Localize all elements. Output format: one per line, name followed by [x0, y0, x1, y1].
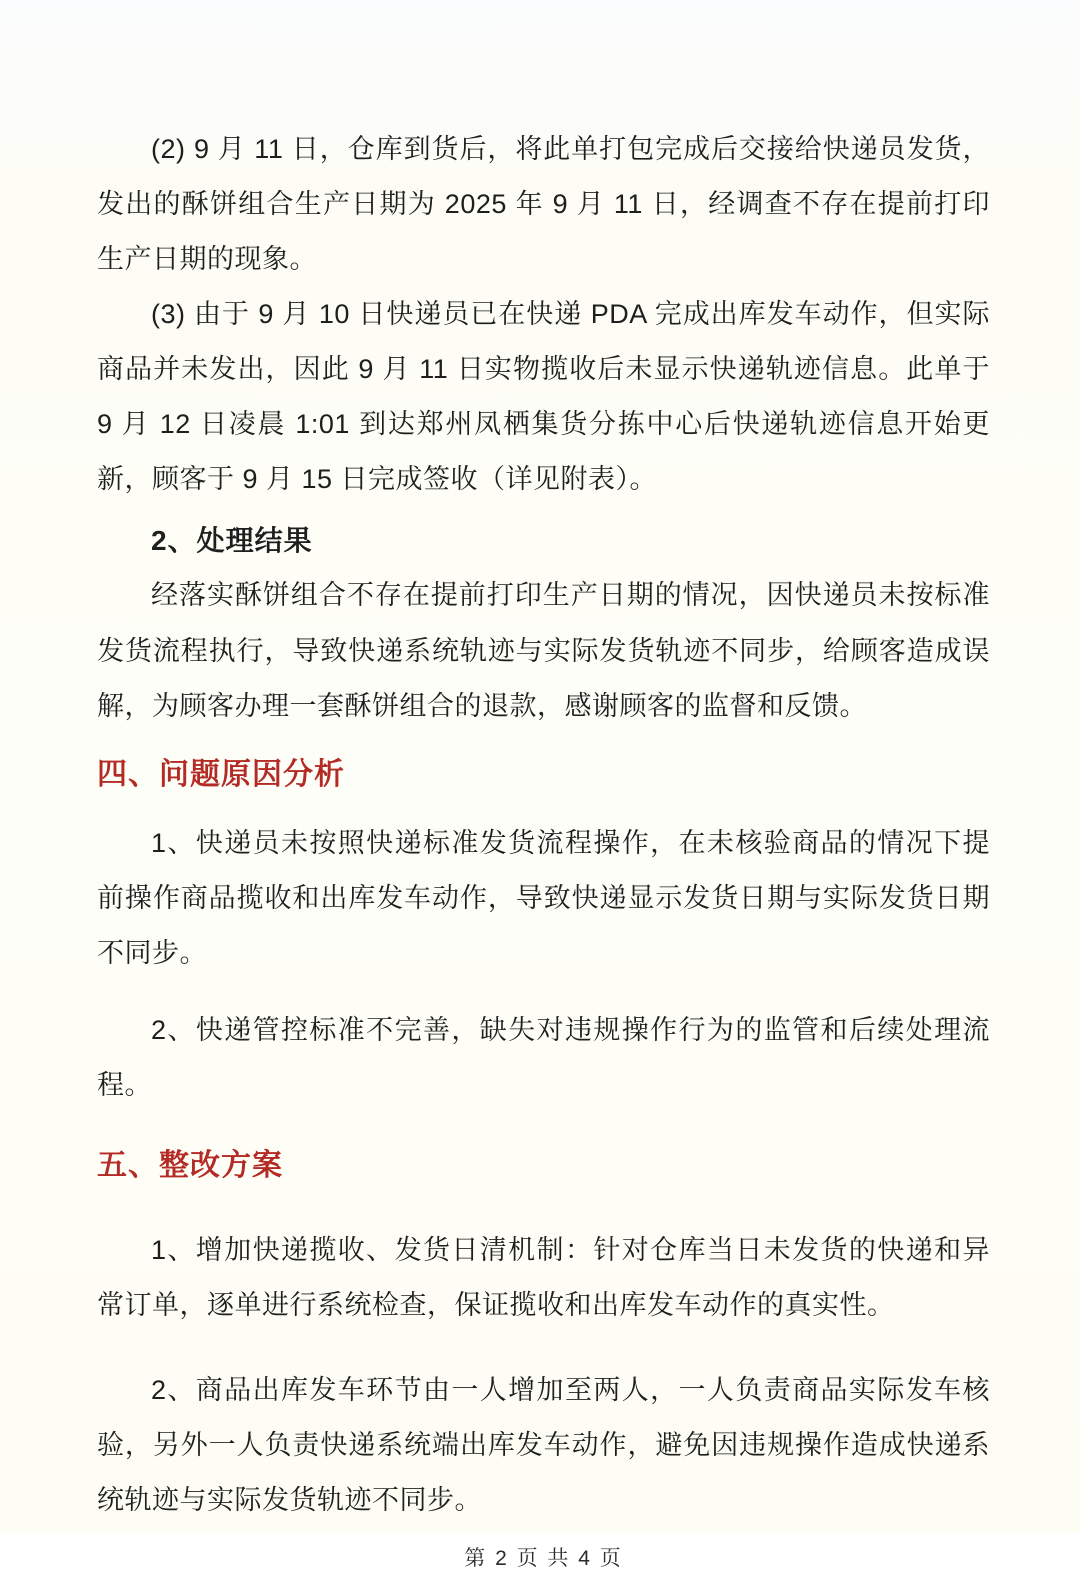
paragraph-item-3-tracking-explanation: (3) 由于 9 月 10 日快递员已在快递 PDA 完成出库发车动作，但实际商品并未发出，因此 9 月 11 日实物揽收后未显示快递轨迹信息。此单于 9 月 12 日凌晨 1:01 到达郑州凤栖集货分拣中心后快递轨迹信息开始更新，顾客于 9 月 15 日完成签收（详见附表）。	[97, 299, 990, 495]
section-heading-rectification-plan: 五、整改方案	[97, 1149, 283, 1183]
subheading-handling-result: 2、处理结果	[151, 524, 313, 556]
section-heading-problem-cause-analysis: 四、问题原因分析	[97, 757, 345, 791]
paragraph-fix-1: 1、增加快递揽收、发货日清机制：针对仓库当日未发货的快递和异常订单，逐单进行系统检查，保证揽收和出库发车动作的真实性。	[97, 1235, 990, 1321]
paragraph-handling-result: 经落实酥饼组合不存在提前打印生产日期的情况，因快递员未按标准发货流程执行，导致快递系统轨迹与实际发货轨迹不同步，给顾客造成误解，为顾客办理一套酥饼组合的退款，感谢顾客的监督和反馈。	[97, 580, 990, 721]
paragraph-fix-2: 2、商品出库发车环节由一人增加至两人，一人负责商品实际发车核验，另外一人负责快递系统端出库发车动作，避免因违规操作造成快递系统轨迹与实际发货轨迹不同步。	[97, 1375, 990, 1516]
page-number-footer: 第 2 页 共 4 页	[464, 1547, 623, 1571]
paragraph-cause-2: 2、快递管控标准不完善，缺失对违规操作行为的监管和后续处理流程。	[97, 1014, 990, 1100]
paragraph-cause-1: 1、快递员未按照快递标准发货流程操作，在未核验商品的情况下提前操作商品揽收和出库发车动作，导致快递显示发货日期与实际发货日期不同步。	[97, 827, 990, 968]
paragraph-item-2-warehouse-shipping: (2) 9 月 11 日，仓库到货后，将此单打包完成后交接给快递员发货，发出的酥饼组合生产日期为 2025 年 9 月 11 日，经调查不存在提前打印生产日期的现象。	[97, 134, 990, 275]
